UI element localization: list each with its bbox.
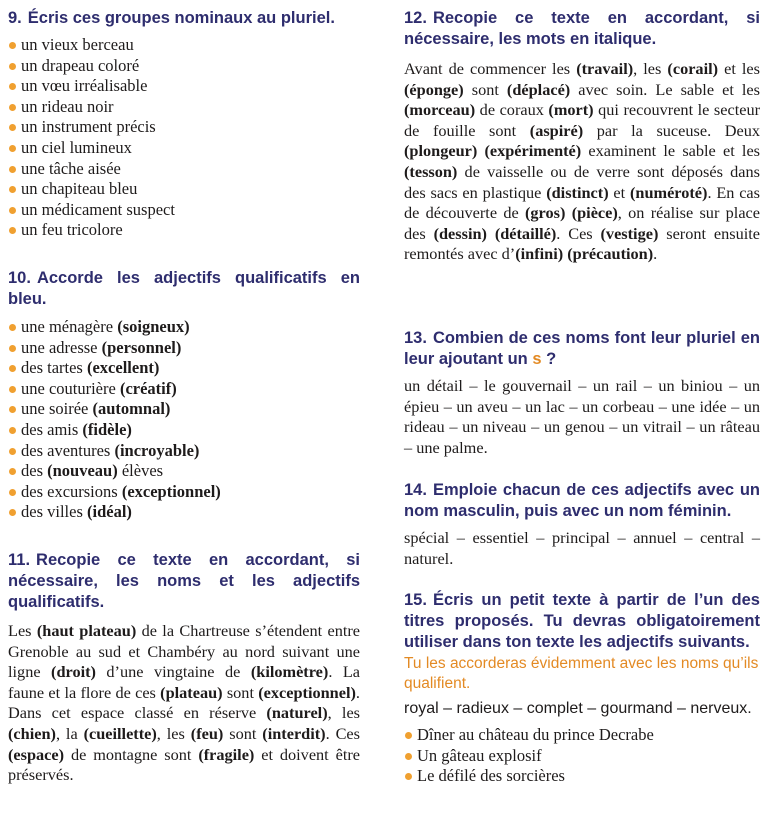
bullet-dot-icon (9, 365, 16, 372)
list-item-text: Un gâteau explosif (417, 745, 542, 765)
exercise-10-list (8, 317, 360, 523)
text-segment: examinent le sable et les (581, 141, 761, 161)
exercise-9 (8, 8, 360, 241)
list-item (8, 338, 360, 359)
exercise-12-number: 12. (404, 9, 427, 27)
list-item-text: un drapeau coloré (21, 55, 140, 75)
list-item-adjective: (incroyable) (114, 440, 200, 460)
text-segment: avec soin. Le sable et les (570, 79, 760, 99)
text-segment: de coraux (475, 100, 549, 120)
word-to-agree: (plongeur) (404, 141, 478, 161)
word-to-agree: (interdit) (262, 723, 326, 743)
exercise-14 (404, 480, 760, 569)
text-segment: de la Chartreuse s’étendent entre Grenoble au sud et Chambéry au nord suivant une ligne (8, 621, 361, 682)
word-to-agree: (distinct) (546, 182, 609, 202)
exercise-13 (404, 328, 760, 458)
word-to-agree: (haut plateau) (36, 621, 137, 640)
exercise-11-text (8, 621, 360, 786)
list-item (8, 159, 360, 180)
exercise-15-title (404, 590, 760, 653)
text-segment: par la suceuse. Deux (583, 120, 761, 140)
bullet-dot-icon (9, 427, 16, 434)
list-item-text: un ciel lumineux (21, 137, 132, 157)
word-to-agree: (éponge) (404, 79, 464, 99)
exercise-12-text (404, 59, 760, 265)
word-to-agree: (déplacé) (506, 79, 571, 99)
word-to-agree: (vestige) (600, 223, 659, 243)
list-item (8, 379, 360, 400)
word-to-agree: (détaillé) (494, 223, 557, 243)
word-to-agree: (dessin) (433, 223, 487, 243)
list-item (404, 725, 760, 746)
word-to-agree: (cueillette) (83, 723, 157, 743)
exercise-15-adjectives: royal – radieux – complet – gourmand – nerveux. (404, 700, 752, 717)
list-item-text: un vœu irréalisable (21, 76, 148, 96)
word-to-agree: (morceau) (404, 100, 476, 120)
list-item-text: un rideau noir (21, 96, 114, 116)
exercise-10 (8, 268, 360, 523)
exercise-10-number: 10. (8, 269, 31, 287)
exercise-10-title-text: Accorde les adjectifs qualificatifs en bleu. (8, 269, 360, 308)
list-item-adjective: (automnal) (92, 399, 171, 419)
list-item (8, 76, 360, 97)
bullet-dot-icon (9, 42, 16, 49)
word-to-agree: (kilomètre) (250, 662, 329, 682)
text-segment: , les (156, 723, 191, 743)
text-segment: de vaisselle ou de verre sont déposés dans des sacs en plastique (404, 161, 760, 202)
bullet-dot-icon (9, 509, 16, 516)
bullet-dot-icon (9, 186, 16, 193)
list-item (8, 97, 360, 118)
bullet-dot-icon (9, 406, 16, 413)
word-to-agree: (espace) (8, 744, 65, 764)
bullet-dot-icon (9, 345, 16, 352)
bullet-dot-icon (9, 207, 16, 214)
list-item-noun: des amis (21, 419, 83, 439)
word-to-agree: (chien) (8, 723, 56, 743)
text-segment: et doivent être préservés. (8, 744, 360, 785)
exercise-14-title (404, 480, 760, 522)
list-item-after: élèves (117, 461, 164, 481)
bullet-dot-icon (9, 448, 16, 455)
exercise-15-subtitle: Tu les accorderas évidemment avec les noms qu’ils qualifient. (404, 655, 759, 692)
list-item-noun: des aventures (21, 440, 115, 460)
word-to-agree: (gros) (525, 203, 566, 223)
word-to-agree: (pièce) (571, 203, 618, 223)
bullet-dot-icon (9, 324, 16, 331)
list-item-noun: des excursions (21, 481, 122, 501)
text-segment: Les (8, 621, 37, 640)
list-item-text: un médicament suspect (21, 199, 175, 219)
list-item (8, 441, 360, 462)
list-item (8, 317, 360, 338)
text-segment: . Ces (325, 723, 360, 743)
exercise-14-title-text: Emploie chacun de ces adjectifs avec un nom masculin, puis avec un nom féminin. (404, 481, 760, 520)
list-item-text: un feu tricolore (21, 220, 123, 240)
list-item-noun: une couturière (21, 378, 120, 398)
exercise-11-title (8, 550, 360, 613)
list-item-text: Dîner au château du prince Decrabe (417, 725, 654, 744)
bullet-dot-icon (9, 227, 16, 234)
exercise-9-number: 9. (8, 9, 22, 27)
text-segment: d’une vingtaine de (95, 662, 251, 682)
text-segment: de montagne sont (64, 744, 199, 764)
exercise-13-title (404, 328, 760, 370)
list-item-adjective: (personnel) (101, 337, 182, 357)
exercise-15-list (404, 725, 760, 787)
text-segment: . La faune et la flore de ces (8, 662, 361, 702)
list-item-text: Le défilé des sorcières (417, 766, 565, 786)
list-item (8, 138, 360, 159)
bullet-dot-icon (9, 124, 16, 131)
exercise-13-number: 13. (404, 329, 427, 347)
list-item (404, 746, 760, 767)
list-item (8, 420, 360, 441)
exercise-12-title (404, 8, 760, 50)
bullet-dot-icon (405, 753, 412, 760)
list-item (8, 482, 360, 503)
list-item-adjective: (idéal) (87, 502, 132, 522)
list-item-text: un chapiteau bleu (21, 179, 138, 199)
exercise-15-title-text: Écris un petit texte à partir de l’un des titres proposés. Tu devras obligatoirement utiliser dans ton texte les adjectifs suivants. (404, 591, 760, 651)
list-item (8, 35, 360, 56)
word-to-agree: (fragile) (198, 744, 255, 764)
text-segment: . (653, 244, 658, 264)
list-item (8, 461, 360, 482)
list-item (8, 117, 360, 138)
bullet-dot-icon (9, 468, 16, 475)
exercise-13-text: un détail – le gouvernail – un rail – un biniou – un épieu – un aveu – un lac – un corbeau – une idée – un rideau – un niveau – un genou – un vitrail – un râteau – une palme. (404, 376, 760, 457)
text-segment: seront ensuite remontés avec d’ (404, 223, 760, 264)
exercise-13-title-end: ? (541, 350, 557, 368)
word-to-agree: (expérimenté) (484, 141, 582, 161)
text-segment (487, 224, 495, 243)
text-segment: , les (633, 59, 668, 78)
word-to-agree: (numéroté) (629, 182, 708, 202)
exercise-14-number: 14. (404, 481, 427, 499)
word-to-agree: (exceptionnel) (258, 682, 356, 702)
word-to-agree: (aspiré) (529, 120, 584, 140)
word-to-agree: (plateau) (160, 682, 223, 702)
list-item-adjective: (fidèle) (82, 419, 132, 439)
exercise-9-list (8, 35, 360, 241)
list-item-noun: une soirée (21, 399, 93, 419)
list-item (8, 200, 360, 221)
text-segment: . Dans cet espace classé en réserve (8, 682, 360, 723)
bullet-dot-icon (405, 773, 412, 780)
list-item (8, 220, 360, 241)
text-segment: Avant de commencer les (404, 59, 577, 78)
text-segment: . Ces (556, 223, 601, 243)
exercise-12-title-text: Recopie ce texte en accordant, si nécessaire, les mots en italique. (404, 9, 760, 48)
exercise-11 (8, 550, 360, 786)
list-item (8, 399, 360, 420)
list-item-adjective: (exceptionnel) (121, 481, 221, 501)
list-item-adjective: (nouveau) (47, 461, 118, 481)
word-to-agree: (droit) (51, 662, 96, 682)
bullet-dot-icon (9, 104, 16, 111)
exercise-13-title-s: s (532, 350, 542, 368)
list-item (8, 179, 360, 200)
list-item-adjective: (créatif) (119, 378, 177, 398)
word-to-agree: (tesson) (404, 161, 458, 181)
text-segment: , la (55, 723, 84, 743)
list-item-text: un vieux berceau (21, 35, 134, 54)
exercise-10-title (8, 268, 360, 310)
exercise-9-title-text: Écris ces groupes nominaux au pluriel. (27, 9, 335, 27)
exercise-14-text: spécial – essentiel – principal – annuel – central – naturel. (404, 528, 760, 568)
word-to-agree: (mort) (548, 100, 594, 120)
bullet-dot-icon (9, 145, 16, 152)
text-segment: sont (223, 723, 263, 743)
bullet-dot-icon (405, 732, 412, 739)
list-item-adjective: (soigneux) (117, 317, 190, 336)
list-item (8, 56, 360, 77)
bullet-dot-icon (9, 386, 16, 393)
list-item (8, 358, 360, 379)
list-item-noun: des tartes (21, 358, 87, 378)
list-item-text: une tâche aisée (21, 158, 121, 178)
exercise-15-number: 15. (404, 591, 427, 609)
bullet-dot-icon (9, 166, 16, 173)
exercise-15 (404, 590, 760, 787)
list-item-noun: des (21, 461, 48, 481)
bullet-dot-icon (9, 489, 16, 496)
list-item-noun: une ménagère (21, 317, 118, 336)
text-segment: , les (327, 703, 361, 723)
word-to-agree: (corail) (667, 59, 719, 78)
exercise-11-number: 11. (8, 551, 31, 569)
exercise-9-title (8, 8, 360, 29)
word-to-agree: (précaution) (567, 244, 654, 264)
list-item (8, 502, 360, 523)
text-segment: et (608, 182, 630, 202)
text-segment: sont (463, 79, 507, 99)
text-segment: sont (222, 682, 259, 702)
word-to-agree: (infini) (515, 244, 564, 264)
exercise-13-title-text: Combien de ces noms font leur pluriel en leur ajoutant un (404, 329, 760, 368)
word-to-agree: (feu) (190, 723, 224, 743)
word-to-agree: (naturel) (266, 703, 328, 723)
exercise-11-title-text: Recopie ce texte en accordant, si nécessaire, les noms et les adjectifs qualificatifs. (8, 551, 360, 611)
bullet-dot-icon (9, 63, 16, 70)
text-segment: et les (718, 59, 760, 78)
text-segment: , on réalise sur place des (404, 203, 760, 243)
text-segment: . En cas de découverte de (404, 182, 760, 223)
bullet-dot-icon (9, 83, 16, 90)
list-item (404, 766, 760, 787)
list-item-text: un instrument précis (21, 117, 156, 137)
list-item-adjective: (excellent) (86, 358, 160, 378)
list-item-noun: des villes (21, 502, 87, 522)
text-segment: qui recouvrent le secteur de fouille sont (404, 100, 761, 140)
list-item-noun: une adresse (21, 337, 102, 357)
word-to-agree: (travail) (576, 59, 634, 78)
exercise-12 (404, 8, 760, 265)
